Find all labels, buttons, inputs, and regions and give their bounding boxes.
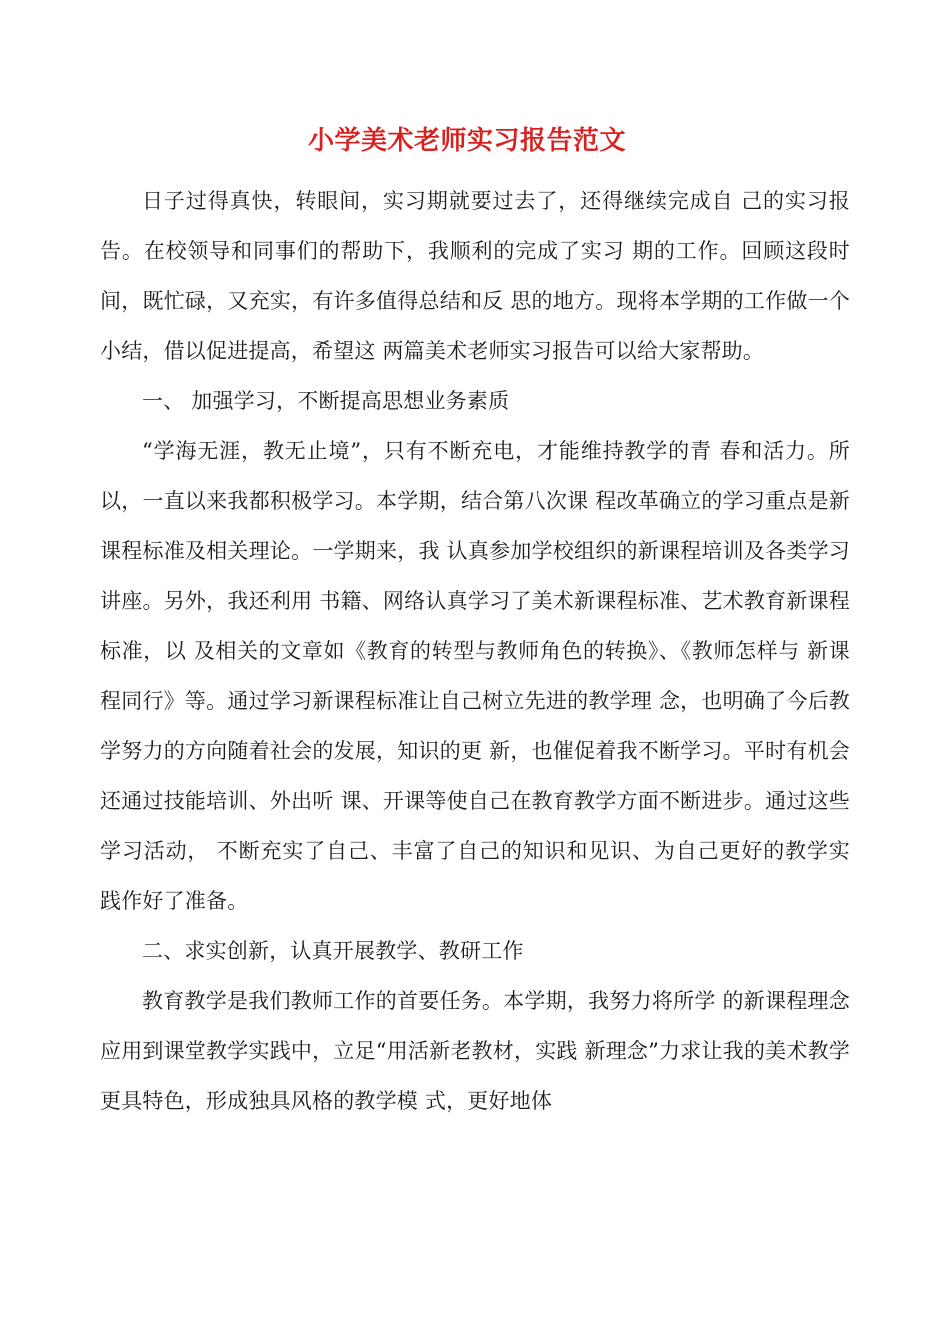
document-content bbox=[100, 0, 850, 1126]
section-heading-one: 一、 加强学习，不断提高思想业务素质 bbox=[142, 389, 510, 413]
title-spacer bbox=[100, 158, 850, 176]
paragraph-intro: 日子过得真快，转眼间，实习期就要过去了，还得继续完成自 己的实习报告。在校领导和同事们的帮助下，我顺利的完成了实习 期的工作。回顾这段时间，既忙碌，又充实，有许多值得总结和反 思的地方。现将本学期的工作做一个小结，借以促进提高，希望这 两篇美术老师实习报告可以给大家帮助。 bbox=[100, 189, 850, 363]
section-heading-two: 二、求实创新，认真开展教学、教研工作 bbox=[142, 939, 524, 963]
page-title: 小学美术老师实习报告范文 bbox=[308, 126, 627, 156]
paragraph-section-one-body: “学海无涯，教无止境”，只有不断充电，才能维持教学的青 春和活力。所以，一直以来我都积极学习。本学期，结合第八次课 程改革确立的学习重点是新课程标准及相关理论。一学期来，我 认真参加学校组织的新课程培训及各类学习讲座。另外，我还利用 书籍、网络认真学习了美术新课程标准、艺术教育新课程标准，以 及相关的文章如《教育的转型与教师角色的转换》、《教师怎样与 新课程同行》等。通过学习新课程标准让自己树立先进的教学理 念，也明确了今后教学努力的方向随着社会的发展，知识的更 新，也催促着我不断学习。平时有机会还通过技能培训、外出听 课、开课等使自己在教育教学方面不断进步。通过这些学习活动， 不断充实了自己、丰富了自己的知识和见识、为自己更好的教学实 践作好了准备。 bbox=[100, 439, 850, 913]
paragraph-section-two-body: 教育教学是我们教师工作的首要任务。本学期，我努力将所学 的新课程理念应用到课堂教学实践中，立足“用活新老教材，实践 新理念”力求让我的美术教学更具特色，形成独具风格的教学模 式，更好地体 bbox=[100, 989, 850, 1113]
